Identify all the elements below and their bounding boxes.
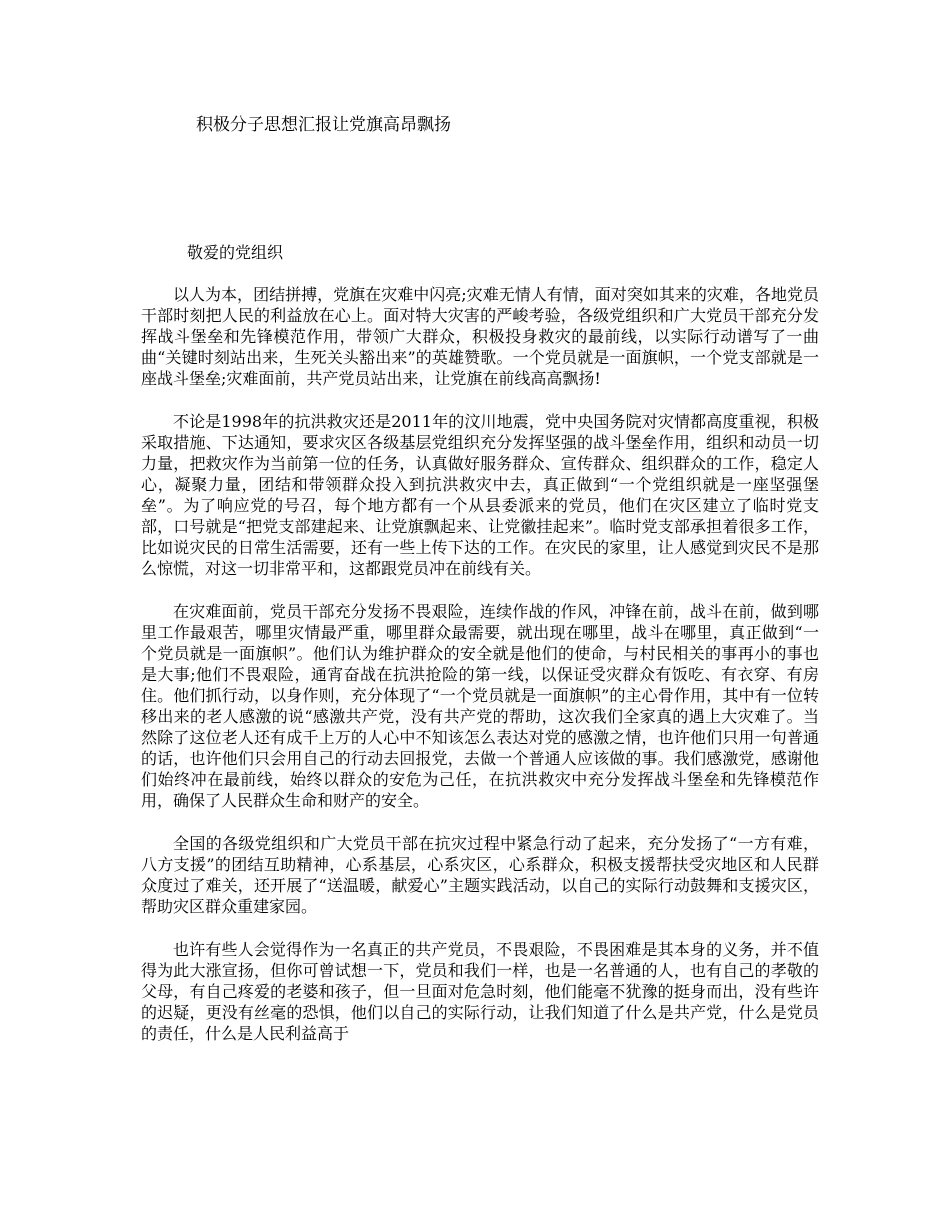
salutation: 敬爱的党组织: [187, 243, 284, 262]
paragraph-1: 以人为本，团结拼搏，党旗在灾难中闪亮;灾难无情人有情，面对突如其来的灾难，各地党员干部时刻把人民的利益放在心上。面对特大灾害的严峻考验，各级党组织和广大党员干部充分发挥战斗堡垒和先锋模范作用，带领广大群众，积极投身救灾的最前线，以实际行动谱写了一曲曲“关键时刻站出来，生死关头豁出来”的英雄赞歌。一个党员就是一面旗帜，一个党支部就是一座战斗堡垒;灾难面前，共产党员站出来，让党旗在前线高高飘扬!: [141, 285, 819, 388]
paragraph-5: 也许有些人会觉得作为一名真正的共产党员，不畏艰险，不畏困难是其本身的义务，并不值得为此大涨宣扬，但你可曾试想一下，党员和我们一样，也是一名普通的人，也有自己的孝敬的父母，有自己疼爱的老婆和孩子，但一旦面对危急时刻，他们能毫不犹豫的挺身而出，没有些许的迟疑，更没有丝毫的恐惧，他们以自己的实际行动，让我们知道了什么是共产党，什么是党员的责任，什么是人民利益高于: [141, 940, 819, 1043]
paragraph-4: 全国的各级党组织和广大党员干部在抗灾过程中紧急行动了起来，充分发扬了“一方有难，八方支援”的团结互助精神，心系基层，心系灾区，心系群众，积极支援帮扶受灾地区和人民群众度过了难关，还开展了“送温暖，献爱心”主题实践活动，以自己的实际行动鼓舞和支援灾区，帮助灾区群众重建家园。: [141, 834, 819, 916]
document-body: [141, 284, 819, 1066]
document-title: 积极分子思想汇报让党旗高昂飘扬: [196, 115, 451, 135]
paragraph-3: 在灾难面前，党员干部充分发扬不畏艰险，连续作战的作风，冲锋在前，战斗在前，做到哪里工作最艰苦，哪里灾情最严重，哪里群众最需要，就出现在哪里，战斗在哪里，真正做到“一个党员就是一面旗帜”。他们认为维护群众的安全就是他们的使命，与村民相关的事再小的事也是大事;他们不畏艰险，通宵奋战在抗洪抢险的第一线，以保证受灾群众有饭吃、有衣穿、有房住。他们抓行动，以身作则，充分体现了“一个党员就是一面旗帜”的主心骨作用，其中有一位转移出来的老人感激的说“感激共产党，没有共产党的帮助，这次我们全家真的遇上大灾难了。当然除了这位老人还有成千上万的人心中不知该怎么表达对党的感激之情，也许他们只用一句普通的话，也许他们只会用自己的行动去回报党，去做一个普通人应该做的事。我们感激党，感谢他们始终冲在最前线，始终以群众的安危为己任，在抗洪救灾中充分发挥战斗堡垒和先锋模范作用，确保了人民群众生命和财产的安全。: [141, 602, 819, 810]
paragraph-2: 不论是1998年的抗洪救灾还是2011年的汶川地震，党中央国务院对灾情都高度重视，积极采取措施、下达通知，要求灾区各级基层党组织充分发挥坚强的战斗堡垒作用，组织和动员一切力量，把救灾作为当前第一位的任务，认真做好服务群众、宣传群众、组织群众的工作，稳定人心，凝聚力量，团结和带领群众投入到抗洪救灾中去，真正做到“一个党组织就是一座坚强堡垒”。为了响应党的号召，每个地方都有一个从县委派来的党员，他们在灾区建立了临时党支部，口号就是“把党支部建起来、让党旗飘起来、让党徽挂起来”。临时党支部承担着很多工作，比如说灾民的日常生活需要，还有一些上传下达的工作。在灾民的家里，让人感觉到灾民不是那么惊慌，对这一切非常平和，这都跟党员冲在前线有关。: [141, 412, 819, 578]
